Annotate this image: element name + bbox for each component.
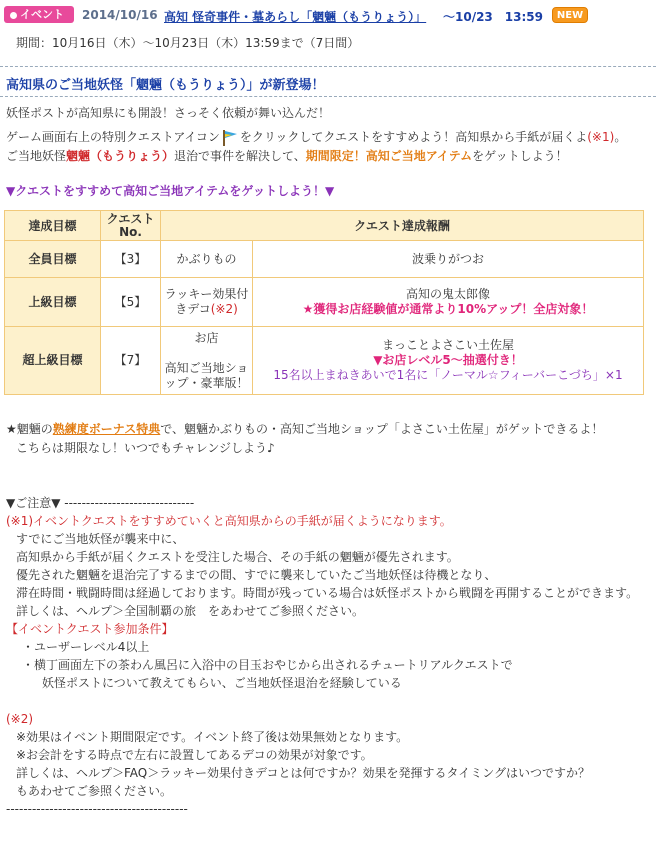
condition-item: 妖怪ポストについて教えてもらい、ご当地妖怪退治を経験している — [42, 676, 402, 690]
bonus-note: こちらは期限なし！いつでもチャレンジしよう♪ — [16, 441, 275, 455]
table-row — [5, 327, 644, 395]
intro-text: 退治で事件を解決して、 — [174, 149, 306, 163]
note-line: 滞在時間・戦闘時間は経過しております。時間が残っている場合は妖怪ポストから戦闘を再開することができます。 — [16, 586, 639, 600]
bonus-text: で、魍魎かぶりもの・高知ご当地ショップ「よさこい土佐屋」がゲットできるよ！ — [160, 422, 604, 436]
new-badge: NEW — [552, 7, 588, 23]
header-goal: 達成目標 — [5, 211, 101, 241]
reward-note: 15名以上まねきあいで1名に「ノーマル☆フィーバーこづち」×1 — [273, 368, 623, 382]
footer-divider: ------------------------------------------ — [6, 802, 188, 816]
news-date: 2014/10/16 — [82, 8, 158, 22]
footnote-ref-1: (※1) — [587, 130, 615, 144]
event-badge-label: イベント — [20, 8, 64, 21]
quest-heading: ▼クエストをすすめて高知ご当地アイテムをゲットしよう！▼ — [6, 184, 335, 198]
reward-type — [161, 327, 253, 395]
note-line: 優先された魍魎を退治完了するまでの間、すでに襲来していたご当地妖怪は待機となり、 — [16, 568, 497, 582]
condition-item: ・ユーザーレベル4以上 — [22, 640, 150, 654]
event-period: 期間：10月16日（木）～10月23日（木）13:59まで（7日間） — [16, 36, 360, 50]
note-line: 詳しくは、ヘルプ＞全国制覇の旅 をあわせてご参照ください。 — [16, 604, 365, 618]
note-line: ※効果はイベント期間限定です。イベント終了後は効果無効となります。 — [16, 730, 409, 744]
reward-title: まっことよさこい土佐屋 — [381, 338, 514, 352]
flag-quest-icon — [220, 129, 240, 147]
notes-heading: ▼ご注意▼ ------------------------------ — [6, 496, 195, 510]
header-reward: クエスト達成報酬 — [161, 211, 644, 241]
reward-type-text: ップ・豪華版！ — [164, 375, 249, 390]
bonus-link[interactable]: 熟練度ボーナス特典 — [52, 422, 161, 436]
section-divider — [0, 96, 656, 97]
intro-text: をクリックしてクエストをすすめよう！高知県から手紙が届くよ — [239, 130, 588, 144]
yokai-name: 魍魎（もうりょう） — [66, 149, 175, 163]
note-1-title: (※1)イベントクエストをすすめていくと高知県からの手紙が届くようになります。 — [6, 514, 452, 528]
reward-type — [161, 278, 253, 327]
intro-text: をゲットしよう！ — [472, 149, 568, 163]
note-2-title: (※2) — [6, 712, 34, 726]
condition-item: ・横丁画面左下の茶わん風呂に入浴中の目玉おやじから出されるチュートリアルクエストで — [22, 658, 513, 672]
header-quest-no: クエスト No. — [101, 211, 161, 241]
table-header-row — [5, 211, 644, 241]
reward-type-text: ラッキー効果付 — [164, 287, 249, 301]
quest-no: 【3】 — [101, 241, 161, 278]
goal-label: 超上級目標 — [5, 327, 101, 395]
quest-no: 【7】 — [101, 327, 161, 395]
note-line: 詳しくは、ヘルプ＞FAQ＞ラッキー効果付きデコとは何ですか？効果を発揮するタイミングはいつですか？ — [16, 766, 591, 780]
header-divider — [0, 66, 656, 67]
intro-line-1: 妖怪ポストが高知県にも開設！さっそく依頼が舞い込んだ！ — [6, 106, 331, 120]
reward-name — [253, 278, 644, 327]
quest-no: 【5】 — [101, 278, 161, 327]
table-row — [5, 278, 644, 327]
note-line: 高知県から手紙が届くクエストを受注した場合、その手紙の魍魎が優先されます。 — [16, 550, 459, 564]
reward-table — [4, 210, 644, 395]
reward-note: ★獲得お店経験値が通常より10%アップ！全店対象！ — [302, 302, 594, 316]
goal-label: 全員目標 — [5, 241, 101, 278]
intro-line-2 — [6, 128, 626, 147]
news-end-time: ～10/23 13:59 — [443, 10, 543, 24]
intro-line-3 — [6, 147, 568, 165]
reward-type-text: 高知ご当地ショ — [164, 360, 249, 375]
reward-type-text: お店 — [194, 330, 219, 345]
note-line: ※お会計をする時点で左右に設置してあるデコの効果が対象です。 — [16, 748, 373, 762]
intro-text: 。 — [614, 130, 627, 144]
footnote-ref-2: (※2) — [210, 302, 238, 316]
bonus-line — [6, 420, 603, 438]
note-line: もあわせてご参照ください。 — [16, 784, 173, 798]
event-badge — [4, 6, 74, 23]
reward-note: ▼お店レベル5～抽選付き！ — [373, 353, 523, 367]
note-line: すでにご当地妖怪が襲来中に、 — [16, 532, 185, 546]
section-title: 高知県のご当地妖怪「魍魎（もうりょう）」が新登場！ — [6, 78, 325, 93]
reward-title: 高知の鬼太郎像 — [405, 287, 490, 301]
limited-item-text: 期間限定！高知ご当地アイテム — [305, 149, 473, 163]
intro-text: ゲーム画面右上の特別クエストアイコン — [6, 130, 220, 144]
dot-icon — [10, 12, 17, 19]
condition-title: 【イベントクエスト参加条件】 — [6, 622, 174, 636]
reward-name — [253, 327, 644, 395]
reward-type-text: きデコ — [175, 302, 211, 316]
intro-text: ご当地妖怪 — [6, 149, 67, 163]
table-row — [5, 241, 644, 278]
reward-name: 波乗りがつお — [253, 241, 644, 278]
reward-type: かぶりもの — [161, 241, 253, 278]
news-title-link[interactable]: 高知 怪奇事件・墓あらし「魍魎（もうりょう）」 — [164, 10, 427, 24]
bonus-text: ★魍魎の — [6, 422, 53, 436]
news-header — [0, 0, 656, 58]
goal-label: 上級目標 — [5, 278, 101, 327]
